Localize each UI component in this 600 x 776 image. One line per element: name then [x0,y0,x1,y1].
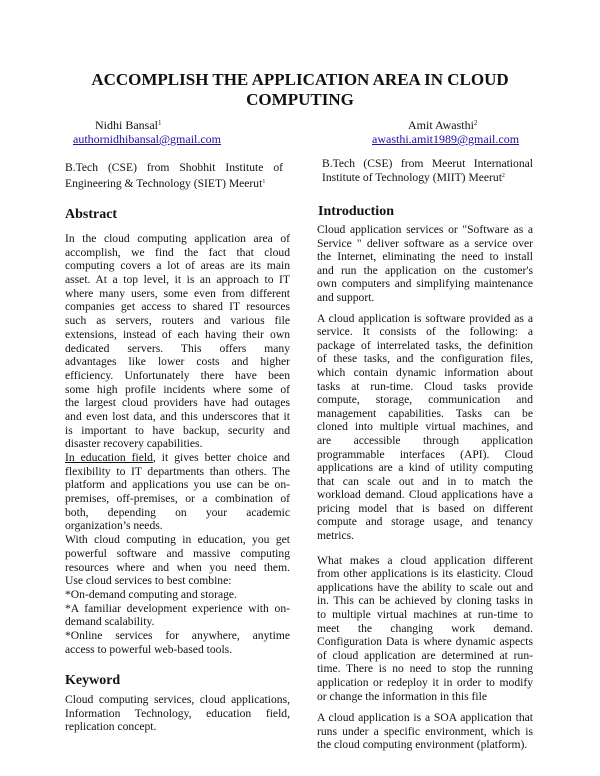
affiliation-text: Institute of Technology (MIIT) Meerut [322,171,502,184]
paragraph-line: pricing model that is based on different [317,501,533,515]
paragraph-line: compute and storage usage, and tenancy [317,515,533,529]
paragraph-line: to multiple virtual machines at run-time to [317,608,533,622]
paragraph-line: application or redeploy it in order to modify [317,676,533,689]
paragraph-line: of cloud application are determined at run- [317,648,533,662]
paragraph-line: service. It consists of the following: a [317,325,533,339]
paragraph-line: extensions, instead of each having their own [65,327,290,341]
paper-title [0,70,600,110]
abstract-bullet-2 [65,602,290,629]
paragraph-line: Information Technology, education field, [65,706,290,720]
introduction-paragraph-4 [317,711,533,752]
paragraph-line: or change the information in this file [317,689,487,703]
paragraph-line: programmable interfaces (API). Cloud [317,447,533,461]
author-name: Amit Awasthi [408,118,474,132]
paragraph-line: Cloud computing services, cloud applications, [65,693,290,706]
paragraph-line: dedicated servers. This offers many [65,341,290,355]
title-line-1: ACCOMPLISH THE APPLICATION AREA IN CLOUD [91,70,509,89]
paragraph-line: such as servers, routers and various file [65,314,290,328]
keyword-paragraph [65,693,290,734]
paragraph-line: computing covers a lot of areas are its main [65,259,290,273]
paragraph-line: and even lost data, and this underscores that it [65,409,290,423]
affiliation-sup: 1 [262,179,266,185]
abstract-bullet-1 [65,588,290,602]
paragraph-line: demand scalability. [65,615,155,629]
title-line-2: COMPUTING [246,90,354,109]
abstract-heading: Abstract [65,207,118,222]
introduction-paragraph-1 [317,223,533,305]
abstract-paragraph-1 [65,232,290,451]
paragraph-line: the Internet, eliminating the need to install [317,250,533,264]
author-2-email-link[interactable]: awasthi.amit1989@gmail.com [372,132,520,146]
abstract-paragraph-3 [65,533,290,588]
paragraph-line: *Online services for anywhere, anytime [65,628,290,642]
paragraph-line: in. This can be achieved by cloning tasks in [317,594,533,608]
paragraph-line: and support. [317,290,375,304]
paragraph-line: which contain dynamic information about [317,365,533,379]
paragraph-line: efficiency. Unfortunately there have been [65,368,290,382]
paragraph-line: and run the application on the customer's [317,263,533,277]
paragraph-line: compute, storage, communication and [317,393,533,407]
author-2-affiliation [322,158,533,184]
paragraph-line: Use cloud services to best combine: [65,574,232,588]
author-1-email-link[interactable]: authornidhibansal@gmail.com [73,132,222,146]
introduction-heading: Introduction [318,204,394,219]
paragraph-line: flexibility to IT departments than others. The [65,464,290,478]
paragraph-line: companies get access to shared IT resources [65,300,290,314]
paragraph-line: applications have the ability to scale out and [317,580,533,594]
paragraph-line: resources where and when you need them. [65,560,290,574]
paragraph-line: In the cloud computing application area of [65,232,290,245]
affiliation-line: B.Tech (CSE) from Meerut International [322,157,533,170]
author-1-affiliation [65,161,283,191]
paragraph-line: the cloud computing environment (platform). [317,738,528,752]
paragraph-line: meet the changing work demand. [317,621,533,635]
introduction-paragraph-2 [317,312,533,543]
paragraph-line: platform and applications you use can be on- [65,478,290,492]
keyword-heading: Keyword [65,673,121,688]
paragraph-line: advantages like lower costs and higher [65,355,290,369]
paragraph-line: metrics. [317,529,355,543]
paragraph-line: *On-demand computing and storage. [65,587,237,601]
paragraph-line: accomplish, we find the fact that cloud [65,245,290,259]
paragraph-line: A cloud application is software provided as a [317,311,533,325]
paragraph-line: both, depending on your academic [65,505,290,519]
paragraph-line: applications are a kind of utility computing [317,461,533,475]
affiliation-text: Engineering & Technology (SIET) Meerut [65,177,263,190]
paragraph-line: asset. At a top level, it is an approach to IT [65,273,290,287]
abstract-paragraph-2 [65,451,290,533]
affiliation-line: B.Tech (CSE) from Shobhit Institute of [65,161,283,174]
paragraph-line: powerful software and massive computing [65,546,290,560]
paragraph-line: of these tasks, and the configuration files, [317,352,533,366]
paragraph-line: package of interrelated tasks, the definition [317,338,533,352]
paragraph-line: What makes a cloud application different [317,553,533,567]
paragraph-line: from other applications is its elasticity. Cloud [317,567,533,581]
paragraph-line [65,451,290,465]
paragraph-line: Cloud application services or "Software as a [317,223,533,236]
paragraph-line: where many users, some even from different [65,286,290,300]
abstract-paragraph-2-rest [65,465,290,533]
paragraph-line: premises, off-premises, or a combination of [65,492,290,506]
introduction-paragraph-3 [317,554,533,704]
affiliation-line [322,170,533,184]
abstract-body [65,232,290,656]
paragraph-line: own computers and simplifying maintenance [317,277,533,291]
paragraph-line: some high profile incidents where some of [65,382,290,396]
paragraph-line: Configuration Data is where dynamic aspects [317,635,533,649]
paragraph-line: *A familiar development experience with on- [65,601,290,615]
paragraph-line: tasks at run-time. Cloud tasks provide [317,379,533,393]
keyword-body [65,693,290,734]
paragraph-line: A cloud application is a SOA application that [317,711,533,725]
paragraph-line: access to powerful web-based tools. [65,642,233,656]
paragraph-line: is important to have backup, security and [65,423,290,437]
paragraph-line: the largest cloud providers have had outages [65,396,290,410]
paragraph-line: time. There is no need to stop the running [317,662,533,676]
paragraph-line: management capabilities. Tasks can be [317,406,533,420]
paragraph-line: that can scale out and in to match the [317,474,533,488]
paragraph-line: Service " deliver software as a service over [317,236,533,250]
paragraph-line: cloned into multiple virtual machines, and [317,420,533,434]
introduction-body [317,223,533,752]
paragraph-line: With cloud computing in education, you get [65,533,290,547]
author-name: Nidhi Bansal [95,118,158,132]
paragraph-line: disaster recovery capabilities. [65,437,203,451]
line-text: , it gives better choice and [152,451,290,464]
affiliation-line [65,175,283,191]
author-sup: 1 [158,119,162,127]
abstract-bullet-3 [65,629,290,656]
underlined-phrase: In education field [65,451,153,464]
paragraph-line: replication concept. [65,720,157,734]
paragraph-line: runs under a specific environment, which is [317,724,533,738]
author-sup: 2 [473,119,478,127]
paragraph-line: organization’s needs. [65,519,163,533]
paragraph-line: workload demand. Cloud applications have a [317,488,533,502]
paragraph-line: are accessible through application [317,433,533,447]
affiliation-sup: 2 [501,173,505,179]
